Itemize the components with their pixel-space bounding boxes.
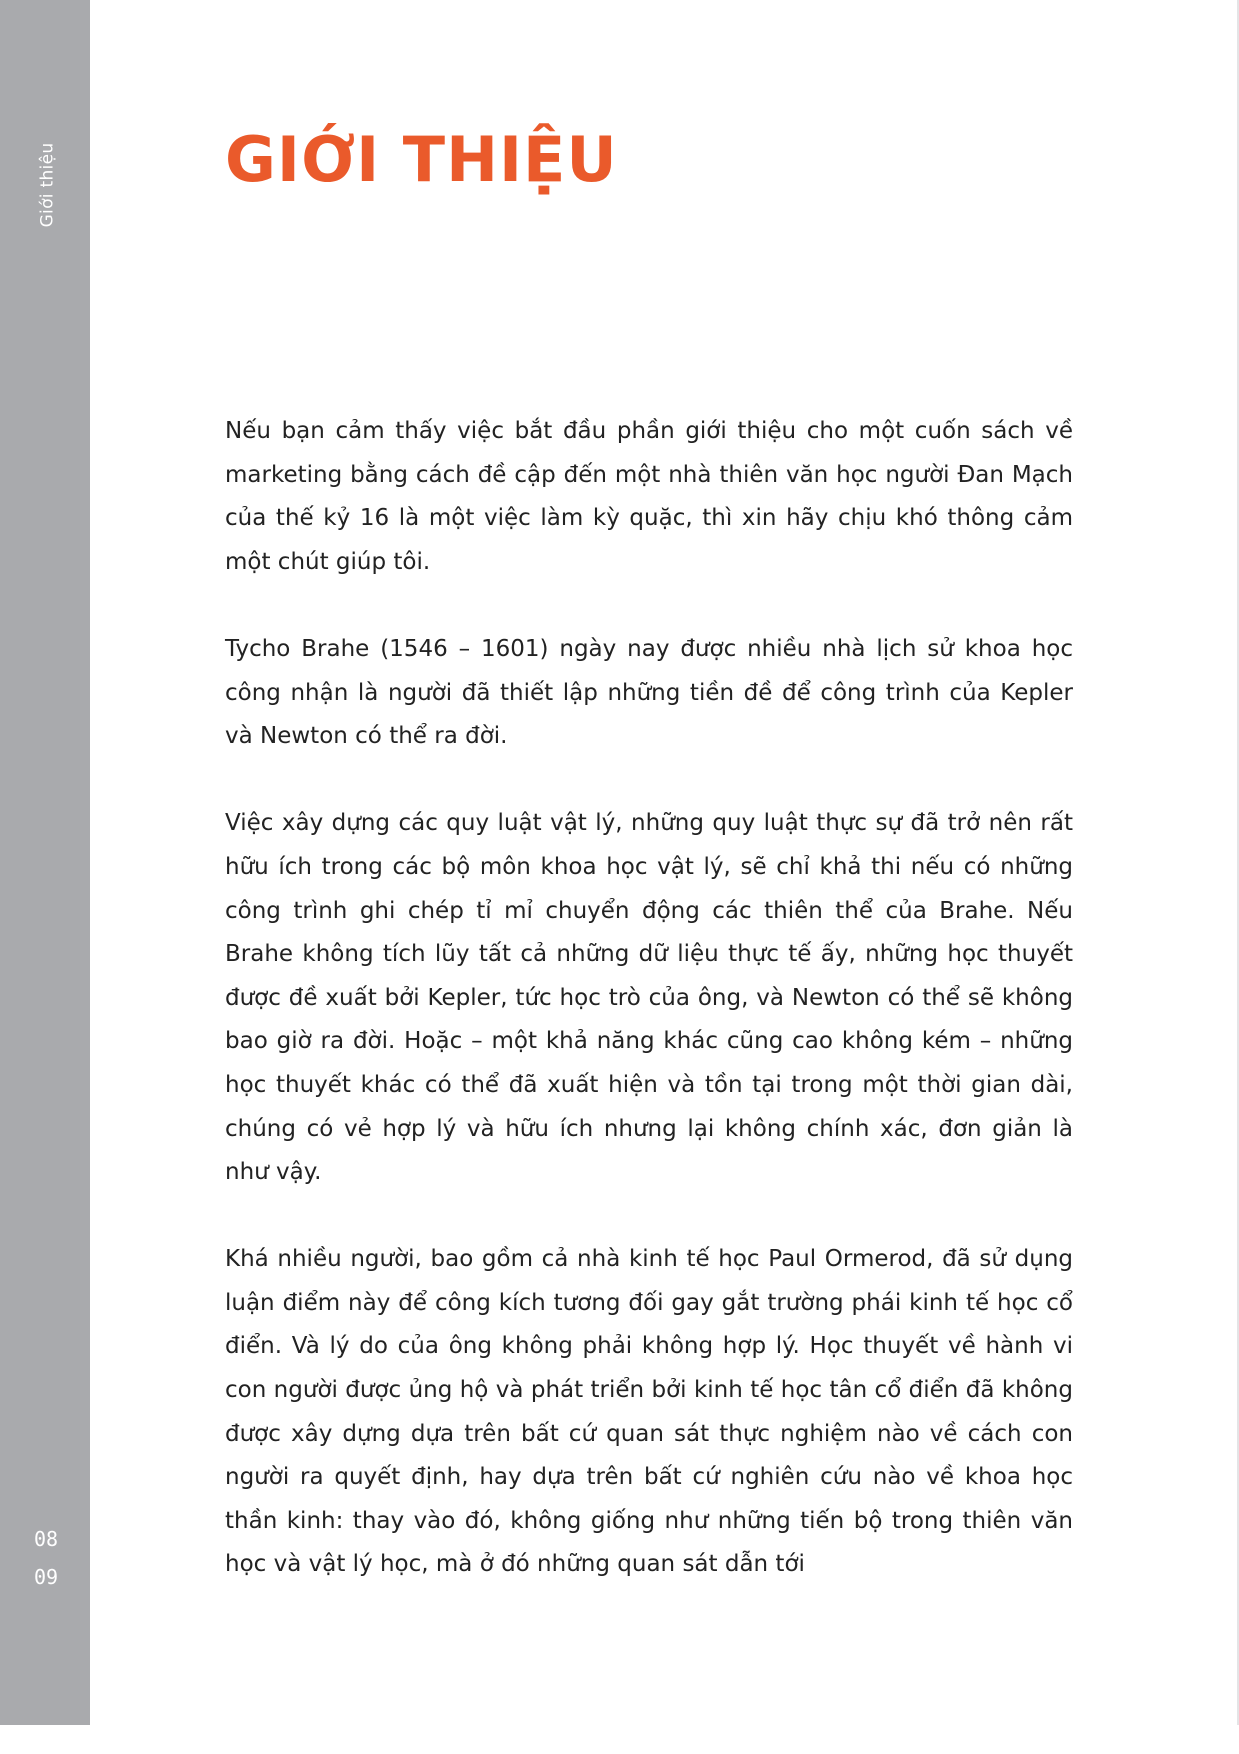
paragraph-2: Tycho Brahe (1546 – 1601) ngày nay được nhiều nhà lịch sử khoa học công nhận là người đã thiết lập những tiền đề để công trình của Kepler và Newton có thể ra đời.	[225, 635, 1073, 750]
bottom-margin	[0, 1725, 1239, 1754]
paragraph-1: Nếu bạn cảm thấy việc bắt đầu phần giới thiệu cho một cuốn sách về marketing bằng cách đề cập đến một nhà thiên văn học người Đan Mạch của thế kỷ 16 là một việc làm kỳ quặc, thì xin hãy chịu khó thông cảm một chút giúp tôi.	[225, 418, 1073, 575]
running-header	[36, 140, 58, 230]
chapter-title: GIỚI THIỆU	[225, 123, 618, 196]
chapter-sidebar	[0, 0, 90, 1725]
page-number-right: 09	[33, 1565, 59, 1589]
paragraph-4: Khá nhiều người, bao gồm cả nhà kinh tế học Paul Ormerod, đã sử dụng luận điểm này để công kích tương đối gay gắt trường phái kinh tế học cổ điển. Và lý do của ông không phải không hợp lý. Học thuyết về hành vi con người được ủng hộ và phát triển bởi kinh tế học tân cổ điển đã không được xây dựng dựa trên bất cứ quan sát thực nghiệm nào về cách con người ra quyết định, hay dựa trên bất cứ nghiên cứu nào về khoa học thần kinh: thay vào đó, không giống như những tiến bộ trong thiên văn học và vật lý học, mà ở đó những quan sát dẫn tới	[225, 1246, 1073, 1578]
running-header-label: Giới thiệu	[37, 142, 58, 228]
paragraph-3: Việc xây dựng các quy luật vật lý, những quy luật thực sự đã trở nên rất hữu ích trong các bộ môn khoa học vật lý, sẽ chỉ khả thi nếu có những công trình ghi chép tỉ mỉ chuyển động các thiên thể của Brahe. Nếu Brahe không tích lũy tất cả những dữ liệu thực tế ấy, những học thuyết được đề xuất bởi Kepler, tức học trò của ông, và Newton có thể sẽ không bao giờ ra đời. Hoặc – một khả năng khác cũng cao không kém – những học thuyết khác có thể đã xuất hiện và tồn tại trong một thời gian dài, chúng có vẻ hợp lý và hữu ích nhưng lại không chính xác, đơn giản là như vậy.	[225, 810, 1073, 1186]
page-numbers	[30, 1520, 62, 1596]
body-text	[225, 410, 1073, 1587]
page-number-left: 08	[33, 1527, 59, 1551]
